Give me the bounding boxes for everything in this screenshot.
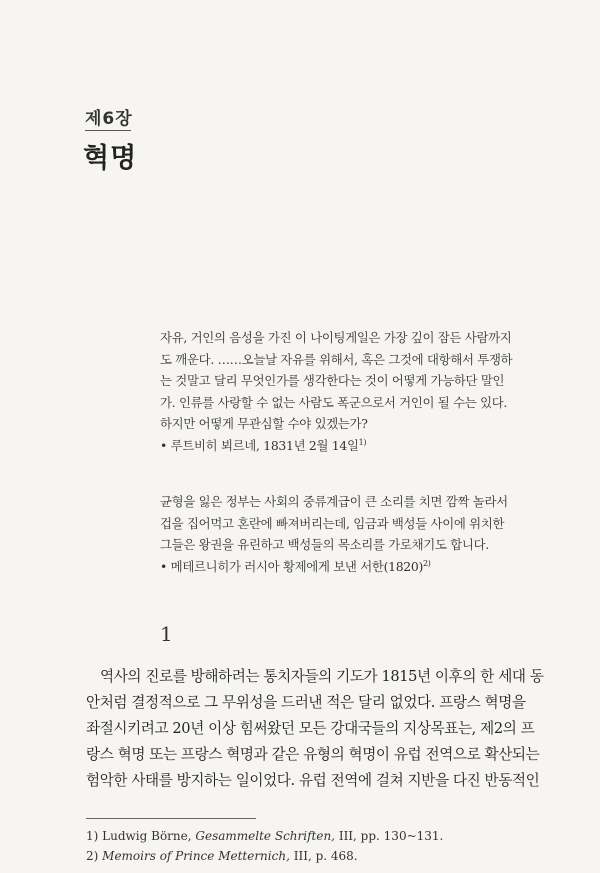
footnote-ref: 1) — [358, 437, 367, 447]
epigraph-line: 균형을 잃은 정부는 사회의 중류계급이 큰 소리를 치면 깜짝 놀라서 — [160, 494, 508, 509]
epigraph-attribution — [160, 556, 542, 578]
footnote-rest: III, p. 468. — [293, 849, 358, 863]
footnote-2 — [86, 846, 546, 866]
epigraph-line: 는 것말고 달리 무엇인가를 생각한다는 것이 어떻게 가능하단 말인 — [160, 373, 505, 388]
footnote-number: 1) — [86, 829, 99, 843]
epigraph-1 — [160, 327, 542, 456]
footnote-rest: III, pp. 130~131. — [338, 829, 444, 843]
chapter-rule — [85, 130, 131, 131]
body-line: 역사의 진로를 방해하려는 통치자들의 기도가 1815년 이후의 한 세대 동 — [100, 668, 544, 685]
body-line: 좌절시키려고 20년 이상 힘써왔던 모든 강대국들의 지상목표는, 제2의 프 — [86, 720, 535, 737]
footnote-1 — [86, 826, 546, 846]
epigraph-2 — [160, 491, 542, 577]
chapter-label: 제6장 — [85, 109, 133, 129]
body-line: 랑스 혁명 또는 프랑스 혁명과 같은 유형의 혁명이 유럽 전역으로 확산되는 — [86, 746, 540, 763]
footnote-rule — [86, 818, 256, 819]
body-line: 험악한 사태를 방지하는 일이었다. 유럽 전역에 걸쳐 지반을 다진 반동적인 — [86, 772, 540, 789]
epigraph-line: 도 깨운다. ……오늘날 자유를 위해서, 혹은 그것에 대항해서 투쟁하 — [160, 351, 513, 367]
epigraph-attribution — [160, 435, 542, 457]
section-number: 1 — [160, 622, 173, 646]
epigraph-line: 가. 인류를 사랑할 수 없는 사람도 폭군으로서 거인이 될 수는 있다. — [160, 394, 508, 410]
epigraph-line: 하지만 어떻게 무관심할 수야 있겠는가? — [160, 416, 368, 431]
footnote-author: Ludwig Börne, — [102, 829, 192, 843]
footnote-number: 2) — [86, 849, 99, 863]
epigraph-line: 겁을 집어먹고 혼란에 빠져버리는데, 임금과 백성들 사이에 위치한 — [160, 515, 505, 531]
footnote-title: Gesammelte Schriften, — [195, 829, 335, 843]
body-line: 안처럼 결정적으로 그 무위성을 드러낸 적은 달리 없었다. 프랑스 혁명을 — [86, 694, 526, 711]
body-paragraph — [86, 664, 544, 794]
epigraph-line: 자유, 거인의 음성을 가진 이 나이팅게일은 가장 깊이 잠든 사람까지 — [160, 330, 512, 345]
epigraph-line: 그들은 왕권을 유린하고 백성들의 목소리를 가로채기도 합니다. — [160, 537, 489, 552]
chapter-title: 혁명 — [83, 143, 138, 174]
footnote-ref: 2) — [422, 558, 431, 568]
footnotes — [86, 826, 546, 866]
attribution-text: • 루트비히 뵈르네, 1831년 2월 14일 — [160, 437, 359, 453]
attribution-text: • 메테르니히가 러시아 황제에게 보낸 서한(1820) — [160, 558, 423, 574]
footnote-title: Memoirs of Prince Metternich, — [102, 849, 290, 863]
